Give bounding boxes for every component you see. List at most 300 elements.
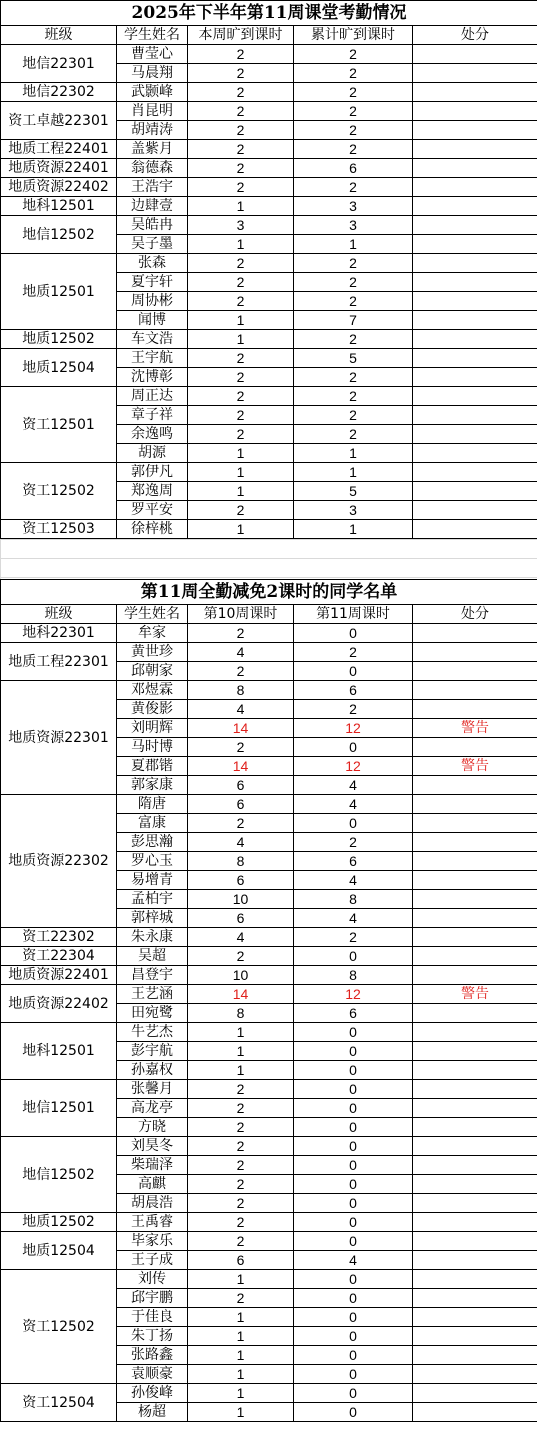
hours-cell: 1 xyxy=(188,1327,294,1346)
hours-cell: 0 xyxy=(294,947,413,966)
hours-cell: 0 xyxy=(294,1156,413,1175)
student-name-cell: 沈博彰 xyxy=(117,368,188,387)
student-name-cell: 刘明辉 xyxy=(117,719,188,738)
student-name-cell: 易增青 xyxy=(117,871,188,890)
hours-cell: 0 xyxy=(294,1137,413,1156)
penalty-cell xyxy=(413,64,537,83)
hours-cell: 4 xyxy=(294,871,413,890)
hours-cell: 1 xyxy=(294,235,413,254)
student-name-cell: 边肆壹 xyxy=(117,197,188,216)
penalty-cell xyxy=(413,1061,537,1080)
hours-cell: 2 xyxy=(188,624,294,643)
hours-cell: 2 xyxy=(188,1175,294,1194)
hours-cell: 4 xyxy=(294,795,413,814)
penalty-cell xyxy=(413,1213,537,1232)
student-name-cell: 黄世珍 xyxy=(117,643,188,662)
penalty-cell xyxy=(413,311,537,330)
class-cell: 地质资源22301 xyxy=(1,681,117,795)
student-name-cell: 胡晨浩 xyxy=(117,1194,188,1213)
hours-cell: 3 xyxy=(294,216,413,235)
student-name-cell: 彭宇航 xyxy=(117,1042,188,1061)
class-cell: 地质12502 xyxy=(1,330,117,349)
penalty-cell xyxy=(413,1289,537,1308)
class-cell: 地科12501 xyxy=(1,197,117,216)
hours-cell: 0 xyxy=(294,1118,413,1137)
class-cell: 地质12501 xyxy=(1,254,117,330)
hours-cell: 2 xyxy=(294,928,413,947)
student-name-cell: 张馨月 xyxy=(117,1080,188,1099)
hours-cell: 2 xyxy=(294,700,413,719)
hours-cell: 2 xyxy=(188,501,294,520)
penalty-cell xyxy=(413,425,537,444)
hours-cell: 2 xyxy=(294,178,413,197)
hours-cell: 4 xyxy=(188,700,294,719)
hours-cell: 2 xyxy=(294,102,413,121)
table-row xyxy=(1,197,537,216)
hours-cell: 0 xyxy=(294,1194,413,1213)
student-name-cell: 张森 xyxy=(117,254,188,273)
student-name-cell: 武颢峰 xyxy=(117,83,188,102)
student-name-cell: 翁德森 xyxy=(117,159,188,178)
penalty-cell xyxy=(413,1004,537,1023)
class-cell: 地科12501 xyxy=(1,1023,117,1080)
hours-cell: 2 xyxy=(294,273,413,292)
student-name-cell: 孟柏宇 xyxy=(117,890,188,909)
student-name-cell: 马晨翔 xyxy=(117,64,188,83)
spreadsheet-gap xyxy=(0,539,537,579)
class-cell: 地科22301 xyxy=(1,624,117,643)
student-name-cell: 郑逸周 xyxy=(117,482,188,501)
table-row xyxy=(1,83,537,102)
class-cell: 地质12504 xyxy=(1,1232,117,1270)
student-name-cell: 余逸鸣 xyxy=(117,425,188,444)
table-row xyxy=(1,928,537,947)
hours-cell: 0 xyxy=(294,1346,413,1365)
hours-cell: 2 xyxy=(188,406,294,425)
hours-cell: 8 xyxy=(188,852,294,871)
penalty-cell xyxy=(413,1023,537,1042)
penalty-cell xyxy=(413,140,537,159)
column-header: 第10周课时 xyxy=(188,605,294,624)
hours-cell: 1 xyxy=(188,444,294,463)
penalty-cell xyxy=(413,1270,537,1289)
hours-cell: 2 xyxy=(188,814,294,833)
hours-cell: 2 xyxy=(188,738,294,757)
student-name-cell: 于佳良 xyxy=(117,1308,188,1327)
hours-cell: 2 xyxy=(294,406,413,425)
table-row xyxy=(1,1384,537,1403)
penalty-cell xyxy=(413,890,537,909)
penalty-cell xyxy=(413,330,537,349)
hours-cell: 1 xyxy=(188,1346,294,1365)
hours-cell: 5 xyxy=(294,482,413,501)
student-name-cell: 彭思瀚 xyxy=(117,833,188,852)
student-name-cell: 刘昊冬 xyxy=(117,1137,188,1156)
penalty-cell xyxy=(413,833,537,852)
student-name-cell: 富康 xyxy=(117,814,188,833)
hours-cell: 6 xyxy=(188,1251,294,1270)
penalty-cell xyxy=(413,871,537,890)
student-name-cell: 吴超 xyxy=(117,947,188,966)
class-cell: 资工12501 xyxy=(1,387,117,463)
table-row xyxy=(1,330,537,349)
hours-cell: 2 xyxy=(294,254,413,273)
student-name-cell: 牛艺杰 xyxy=(117,1023,188,1042)
penalty-cell xyxy=(413,501,537,520)
student-name-cell: 王子成 xyxy=(117,1251,188,1270)
student-name-cell: 朱丁扬 xyxy=(117,1327,188,1346)
hours-cell: 2 xyxy=(188,349,294,368)
penalty-cell xyxy=(413,368,537,387)
student-name-cell: 盖紫月 xyxy=(117,140,188,159)
student-name-cell: 王禹睿 xyxy=(117,1213,188,1232)
table-row xyxy=(1,624,537,643)
student-name-cell: 肖昆明 xyxy=(117,102,188,121)
student-name-cell: 吴子墨 xyxy=(117,235,188,254)
hours-cell: 6 xyxy=(188,776,294,795)
penalty-cell: 警告 xyxy=(413,719,537,738)
student-name-cell: 曹莹心 xyxy=(117,45,188,64)
penalty-cell xyxy=(413,1232,537,1251)
student-name-cell: 昌登宇 xyxy=(117,966,188,985)
penalty-cell xyxy=(413,121,537,140)
table-row xyxy=(1,1213,537,1232)
hours-cell: 4 xyxy=(188,643,294,662)
penalty-cell xyxy=(413,909,537,928)
penalty-cell xyxy=(413,814,537,833)
column-header: 第11周课时 xyxy=(294,605,413,624)
hours-cell: 8 xyxy=(188,681,294,700)
attendance-table xyxy=(0,0,537,539)
penalty-cell: 警告 xyxy=(413,985,537,1004)
hours-cell: 2 xyxy=(188,292,294,311)
hours-cell: 2 xyxy=(188,1099,294,1118)
hours-cell: 14 xyxy=(188,985,294,1004)
hours-cell: 6 xyxy=(294,852,413,871)
student-name-cell: 夏宇轩 xyxy=(117,273,188,292)
student-name-cell: 邱朝家 xyxy=(117,662,188,681)
penalty-cell xyxy=(413,102,537,121)
hours-cell: 1 xyxy=(188,311,294,330)
student-name-cell: 牟家 xyxy=(117,624,188,643)
hours-cell: 0 xyxy=(294,1042,413,1061)
penalty-cell xyxy=(413,700,537,719)
student-name-cell: 郭梓城 xyxy=(117,909,188,928)
class-cell: 地质12504 xyxy=(1,349,117,387)
hours-cell: 2 xyxy=(294,45,413,64)
hours-cell: 12 xyxy=(294,757,413,776)
hours-cell: 0 xyxy=(294,1308,413,1327)
hours-cell: 1 xyxy=(188,1403,294,1422)
penalty-cell xyxy=(413,292,537,311)
penalty-cell xyxy=(413,406,537,425)
table-row xyxy=(1,1080,537,1099)
hours-cell: 0 xyxy=(294,1327,413,1346)
student-name-cell: 张路鑫 xyxy=(117,1346,188,1365)
penalty-cell xyxy=(413,795,537,814)
hours-cell: 4 xyxy=(188,833,294,852)
table-row xyxy=(1,45,537,64)
penalty-cell xyxy=(413,1175,537,1194)
hours-cell: 0 xyxy=(294,738,413,757)
table-row xyxy=(1,681,537,700)
penalty-cell xyxy=(413,1384,537,1403)
hours-cell: 1 xyxy=(188,463,294,482)
penalty-cell xyxy=(413,1080,537,1099)
hours-cell: 0 xyxy=(294,624,413,643)
hours-cell: 2 xyxy=(188,425,294,444)
penalty-cell xyxy=(413,45,537,64)
hours-cell: 2 xyxy=(294,425,413,444)
hours-cell: 6 xyxy=(188,909,294,928)
penalty-cell xyxy=(413,159,537,178)
hours-cell: 7 xyxy=(294,311,413,330)
hours-cell: 4 xyxy=(188,928,294,947)
hours-cell: 2 xyxy=(294,83,413,102)
column-header: 学生姓名 xyxy=(117,605,188,624)
hours-cell: 2 xyxy=(294,387,413,406)
hours-cell: 12 xyxy=(294,719,413,738)
hours-cell: 3 xyxy=(294,197,413,216)
column-header: 处分 xyxy=(413,605,537,624)
table-row xyxy=(1,178,537,197)
penalty-cell xyxy=(413,681,537,700)
student-name-cell: 朱永康 xyxy=(117,928,188,947)
student-name-cell: 罗心玉 xyxy=(117,852,188,871)
class-cell: 地信12502 xyxy=(1,216,117,254)
penalty-cell xyxy=(413,216,537,235)
hours-cell: 2 xyxy=(188,1194,294,1213)
hours-cell: 0 xyxy=(294,1080,413,1099)
hours-cell: 10 xyxy=(188,966,294,985)
hours-cell: 2 xyxy=(294,330,413,349)
table-row xyxy=(1,216,537,235)
penalty-cell xyxy=(413,1251,537,1270)
table-row xyxy=(1,1137,537,1156)
penalty-cell xyxy=(413,1346,537,1365)
hours-cell: 2 xyxy=(188,1080,294,1099)
table-row xyxy=(1,1023,537,1042)
hours-cell: 1 xyxy=(188,1384,294,1403)
penalty-cell xyxy=(413,444,537,463)
hours-cell: 0 xyxy=(294,1365,413,1384)
class-cell: 地质资源22402 xyxy=(1,178,117,197)
hours-cell: 2 xyxy=(188,387,294,406)
penalty-cell xyxy=(413,520,537,539)
penalty-cell xyxy=(413,349,537,368)
hours-cell: 1 xyxy=(188,1023,294,1042)
column-header: 学生姓名 xyxy=(117,26,188,45)
class-cell: 地信12502 xyxy=(1,1137,117,1213)
penalty-cell xyxy=(413,178,537,197)
table-row xyxy=(1,463,537,482)
hours-cell: 10 xyxy=(188,890,294,909)
student-name-cell: 杨超 xyxy=(117,1403,188,1422)
hours-cell: 2 xyxy=(188,121,294,140)
title-row xyxy=(1,580,537,605)
hours-cell: 2 xyxy=(188,1289,294,1308)
hours-cell: 0 xyxy=(294,814,413,833)
table-row xyxy=(1,947,537,966)
column-header: 班级 xyxy=(1,605,117,624)
penalty-cell xyxy=(413,1365,537,1384)
penalty-cell xyxy=(413,643,537,662)
hours-cell: 2 xyxy=(188,1137,294,1156)
hours-cell: 0 xyxy=(294,1213,413,1232)
hours-cell: 6 xyxy=(294,681,413,700)
hours-cell: 2 xyxy=(294,292,413,311)
class-cell: 地质资源22302 xyxy=(1,795,117,928)
penalty-cell xyxy=(413,1118,537,1137)
student-name-cell: 刘传 xyxy=(117,1270,188,1289)
penalty-cell: 警告 xyxy=(413,757,537,776)
column-header: 本周旷到课时 xyxy=(188,26,294,45)
student-name-cell: 孙嘉权 xyxy=(117,1061,188,1080)
penalty-cell xyxy=(413,776,537,795)
student-name-cell: 田宛鹭 xyxy=(117,1004,188,1023)
student-name-cell: 王宇航 xyxy=(117,349,188,368)
hours-cell: 0 xyxy=(294,1289,413,1308)
class-cell: 资工12502 xyxy=(1,1270,117,1384)
penalty-cell xyxy=(413,966,537,985)
column-header: 处分 xyxy=(413,26,537,45)
hours-cell: 0 xyxy=(294,1099,413,1118)
penalty-cell xyxy=(413,624,537,643)
hours-cell: 0 xyxy=(294,1023,413,1042)
class-cell: 地信12501 xyxy=(1,1080,117,1137)
penalty-cell xyxy=(413,1042,537,1061)
student-name-cell: 胡源 xyxy=(117,444,188,463)
hours-cell: 1 xyxy=(188,1042,294,1061)
hours-cell: 2 xyxy=(188,140,294,159)
class-cell: 地质资源22402 xyxy=(1,985,117,1023)
penalty-cell xyxy=(413,1194,537,1213)
penalty-cell xyxy=(413,83,537,102)
hours-cell: 3 xyxy=(188,216,294,235)
class-cell: 地质资源22401 xyxy=(1,159,117,178)
hours-cell: 1 xyxy=(294,520,413,539)
class-cell: 资工22302 xyxy=(1,928,117,947)
hours-cell: 0 xyxy=(294,1061,413,1080)
penalty-cell xyxy=(413,1308,537,1327)
student-name-cell: 方晓 xyxy=(117,1118,188,1137)
table-row xyxy=(1,643,537,662)
student-name-cell: 高龙亭 xyxy=(117,1099,188,1118)
hours-cell: 1 xyxy=(294,463,413,482)
full-attendance-table xyxy=(0,579,537,1422)
student-name-cell: 郭家康 xyxy=(117,776,188,795)
hours-cell: 4 xyxy=(294,909,413,928)
table-row xyxy=(1,159,537,178)
hours-cell: 2 xyxy=(188,64,294,83)
penalty-cell xyxy=(413,1099,537,1118)
table-row xyxy=(1,387,537,406)
hours-cell: 2 xyxy=(188,1118,294,1137)
hours-cell: 0 xyxy=(294,1270,413,1289)
hours-cell: 1 xyxy=(188,520,294,539)
class-cell: 资工12502 xyxy=(1,463,117,520)
table-row xyxy=(1,520,537,539)
class-cell: 资工卓越22301 xyxy=(1,102,117,140)
table-row xyxy=(1,254,537,273)
student-name-cell: 邓煜霖 xyxy=(117,681,188,700)
hours-cell: 2 xyxy=(294,140,413,159)
hours-cell: 6 xyxy=(294,159,413,178)
hours-cell: 0 xyxy=(294,1403,413,1422)
penalty-cell xyxy=(413,482,537,501)
table-row xyxy=(1,985,537,1004)
hours-cell: 6 xyxy=(188,795,294,814)
student-name-cell: 马时博 xyxy=(117,738,188,757)
student-name-cell: 周协彬 xyxy=(117,292,188,311)
penalty-cell xyxy=(413,387,537,406)
hours-cell: 6 xyxy=(188,871,294,890)
column-header: 班级 xyxy=(1,26,117,45)
student-name-cell: 罗平安 xyxy=(117,501,188,520)
hours-cell: 1 xyxy=(188,1061,294,1080)
penalty-cell xyxy=(413,662,537,681)
student-name-cell: 章子祥 xyxy=(117,406,188,425)
hours-cell: 2 xyxy=(188,1232,294,1251)
penalty-cell xyxy=(413,273,537,292)
hours-cell: 2 xyxy=(294,833,413,852)
hours-cell: 2 xyxy=(188,1213,294,1232)
table-title: 2025年下半年第11周课堂考勤情况 xyxy=(1,1,537,26)
penalty-cell xyxy=(413,928,537,947)
penalty-cell xyxy=(413,235,537,254)
hours-cell: 2 xyxy=(188,45,294,64)
class-cell: 资工12503 xyxy=(1,520,117,539)
hours-cell: 1 xyxy=(188,482,294,501)
hours-cell: 1 xyxy=(188,235,294,254)
table-row xyxy=(1,1232,537,1251)
header-row xyxy=(1,605,537,624)
hours-cell: 2 xyxy=(188,178,294,197)
penalty-cell xyxy=(413,1156,537,1175)
hours-cell: 0 xyxy=(294,1175,413,1194)
student-name-cell: 夏郡锴 xyxy=(117,757,188,776)
hours-cell: 5 xyxy=(294,349,413,368)
penalty-cell xyxy=(413,947,537,966)
student-name-cell: 柴瑞泽 xyxy=(117,1156,188,1175)
table-row xyxy=(1,140,537,159)
hours-cell: 4 xyxy=(294,1251,413,1270)
hours-cell: 2 xyxy=(188,102,294,121)
hours-cell: 1 xyxy=(294,444,413,463)
hours-cell: 14 xyxy=(188,719,294,738)
student-name-cell: 袁顺豪 xyxy=(117,1365,188,1384)
penalty-cell xyxy=(413,852,537,871)
student-name-cell: 邱宇鹏 xyxy=(117,1289,188,1308)
hours-cell: 2 xyxy=(188,368,294,387)
header-row xyxy=(1,26,537,45)
hours-cell: 1 xyxy=(188,1270,294,1289)
hours-cell: 2 xyxy=(188,254,294,273)
hours-cell: 8 xyxy=(188,1004,294,1023)
student-name-cell: 车文浩 xyxy=(117,330,188,349)
student-name-cell: 吴皓冉 xyxy=(117,216,188,235)
penalty-cell xyxy=(413,1327,537,1346)
hours-cell: 0 xyxy=(294,662,413,681)
hours-cell: 2 xyxy=(294,368,413,387)
penalty-cell xyxy=(413,197,537,216)
penalty-cell xyxy=(413,1403,537,1422)
student-name-cell: 周正达 xyxy=(117,387,188,406)
class-cell: 地信22301 xyxy=(1,45,117,83)
student-name-cell: 隋唐 xyxy=(117,795,188,814)
hours-cell: 8 xyxy=(294,966,413,985)
class-cell: 资工22304 xyxy=(1,947,117,966)
